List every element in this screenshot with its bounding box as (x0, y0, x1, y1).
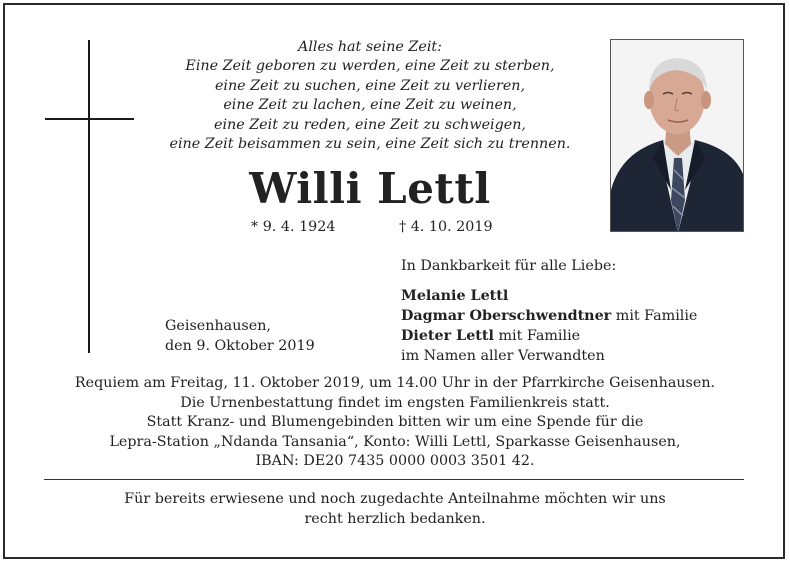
mourner-suffix: mit Familie (493, 328, 581, 344)
footer-thanks (20, 489, 770, 529)
footer-line: Für bereits erwiesene und noch zugedachte Anteilnahme möchten wir uns (124, 491, 666, 507)
portrait-photo (610, 39, 744, 232)
cross-icon-bar (45, 118, 134, 120)
poem-line: eine Zeit zu suchen, eine Zeit zu verlieren, (214, 77, 526, 94)
poem-line: Alles hat seine Zeit: (298, 39, 442, 55)
portrait-image (611, 40, 744, 232)
service-line: IBAN: DE20 7435 0000 0003 3501 42. (255, 453, 535, 469)
mourner-suffix: mit Familie (611, 308, 698, 324)
poem-line: eine Zeit zu lachen, eine Zeit zu weinen, (223, 97, 517, 114)
death-date: † 4. 10. 2019 (399, 219, 493, 235)
service-info (20, 374, 770, 472)
mourner-name: Dieter Lettl (401, 328, 494, 344)
place-date (165, 316, 315, 356)
mourner-name: Melanie Lettl (401, 288, 509, 304)
service-line: Die Urnenbestattung findet im engsten Familienkreis statt. (180, 394, 610, 411)
place: Geisenhausen, (165, 318, 271, 334)
thanks-intro: In Dankbarkeit für alle Liebe: (401, 258, 617, 274)
deceased-name: Willi Lettl (249, 164, 491, 213)
relatives-line: im Namen aller Verwandten (401, 348, 605, 364)
mourner-line (401, 306, 697, 326)
birth-date: * 9. 4. 1924 (251, 219, 336, 235)
poem-line: Eine Zeit geboren zu werden, eine Zeit zu sterben, (185, 58, 555, 75)
service-line: Requiem am Freitag, 11. Oktober 2019, um 14.00 Uhr in der Pfarrkirche Geisenhausen. (74, 375, 716, 391)
footer-line: recht herzlich bedanken. (304, 511, 486, 527)
service-line: Lepra-Station „Ndanda Tansania“, Konto: Willi Lettl, Sparkasse Geisenhausen, (109, 433, 681, 450)
divider (44, 479, 744, 480)
mourner-name: Dagmar Oberschwendtner (401, 308, 612, 324)
mourners-block (401, 256, 697, 366)
date: den 9. Oktober 2019 (165, 338, 315, 354)
poem-line: eine Zeit beisammen zu sein, eine Zeit sich zu trennen. (169, 136, 571, 153)
service-line: Statt Kranz- und Blumengebinden bitten wir um eine Spende für die (146, 414, 644, 430)
mourner-line (401, 286, 697, 306)
poem-line: eine Zeit zu reden, eine Zeit zu schweigen, (214, 116, 526, 133)
poem (140, 38, 600, 154)
mourner-line (401, 326, 697, 346)
cross-icon (88, 40, 90, 353)
